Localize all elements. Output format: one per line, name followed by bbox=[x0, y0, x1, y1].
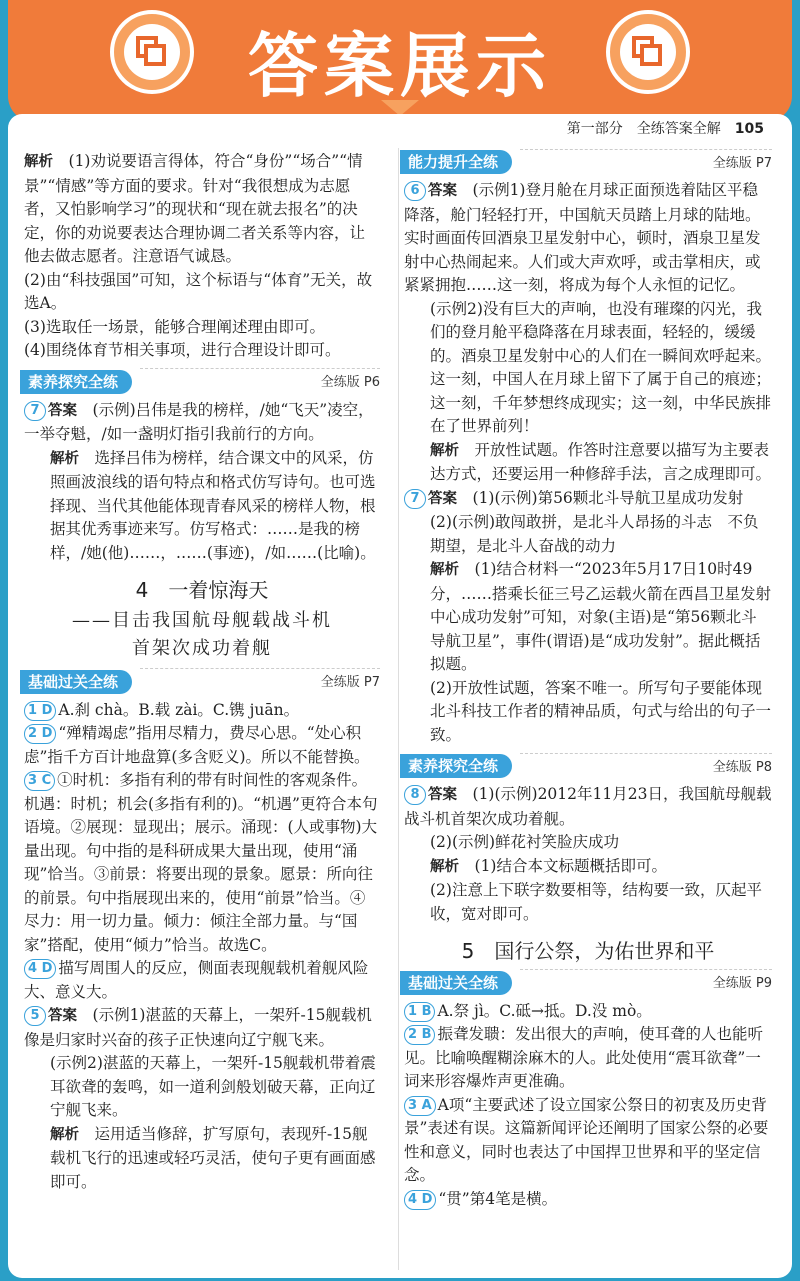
section-header bbox=[400, 754, 772, 778]
text: 选择吕伟为榜样，结合课文中的风采，仿照画波浪线的语句特点和格式仿写诗句。也可选择现、当代其他能体现青春风采的榜样人物，根据其优秀事迹来写。仿写格式：……是我的榜样，/她(他)……，……(事迹)，/如……(比喻)。 bbox=[50, 448, 376, 562]
chapter-title: 4 一着惊海天 bbox=[135, 578, 269, 602]
section-label: 素养探究全练 bbox=[20, 370, 132, 394]
chapter-subtitle: ——目击我国航母舰载战斗机 bbox=[72, 609, 332, 631]
answer-item bbox=[404, 783, 772, 831]
section-version: 全练版 P6 bbox=[140, 368, 380, 395]
question-number: 1 D bbox=[24, 701, 56, 721]
section-version: 全练版 P9 bbox=[520, 969, 772, 996]
tag: 解析 bbox=[24, 154, 53, 170]
tag: 解析 bbox=[50, 1126, 79, 1143]
question-number: 6 bbox=[404, 181, 426, 201]
analysis-paragraph bbox=[24, 447, 380, 566]
question-number: 2 B bbox=[404, 1025, 435, 1045]
question-number: 7 bbox=[24, 401, 46, 421]
answer-item bbox=[404, 179, 772, 298]
question-number: 5 bbox=[24, 1006, 46, 1026]
answer-item bbox=[404, 1094, 772, 1188]
section-header bbox=[400, 150, 772, 174]
banner-title: 答案展示 bbox=[248, 25, 552, 107]
text: “殚精竭虑”指用尽精力，费尽心思。“处心积虑”指千方百计地盘算(多含贬义)。所以不能替换。 bbox=[24, 724, 370, 766]
question-number: 3 A bbox=[404, 1096, 436, 1116]
text: “贯”第4笔是横。 bbox=[438, 1189, 558, 1208]
analysis-paragraph: (2)注意上下联字数要相等，结构要一致，仄起平收，宽对即可。 bbox=[430, 881, 762, 923]
answer-item bbox=[24, 722, 380, 769]
text: (1)劝说要语言得体，符合“身份”“场合”“情景”“情感”等方面的要求。针对“我很想成为志愿者，又怕影响学习”的现状和“现在就去报名”的决定，你的劝说要表达合理协调二者关系等内容，让他去做志愿者。注意语气诚恳。 bbox=[24, 152, 366, 265]
answer-paragraph: (示例2)没有巨大的声响，也没有璀璨的闪光，我们的登月舱平稳降落在月球表面，轻轻的，缓缓的。酒泉卫星发射中心的人们在一瞬间欢呼起来。这一刻，中国人在月球上留下了属于自己的痕迹；这一刻，千年梦想终成现实；这一刻，中华民族排在了世界前列！ bbox=[430, 299, 772, 435]
analysis-paragraph bbox=[404, 439, 772, 487]
answer-item bbox=[24, 399, 380, 447]
text: A.祭 jì。C.砥→抵。D.没 mò。 bbox=[437, 1001, 652, 1020]
tag: 答案 bbox=[428, 787, 457, 803]
analysis-paragraph bbox=[404, 855, 772, 880]
analysis-paragraph bbox=[404, 558, 772, 677]
answer-item bbox=[24, 699, 380, 723]
answer-item bbox=[404, 1023, 772, 1094]
header-section: 全练答案全解 bbox=[636, 121, 721, 137]
text: (1)(示例)2012年11月23日，我国航母舰载战斗机首架次成功着舰。 bbox=[404, 785, 772, 828]
chapter-subtitle: 首架次成功着舰 bbox=[132, 637, 272, 659]
analysis-paragraph: (3)选取任一场景，能够合理阐述理由即可。 bbox=[24, 317, 325, 336]
tag: 答案 bbox=[428, 183, 457, 199]
section-version: 全练版 P8 bbox=[520, 753, 772, 780]
right-column bbox=[404, 150, 772, 1211]
answer-item bbox=[24, 957, 380, 1004]
tag: 解析 bbox=[430, 858, 459, 875]
text: (1)结合材料一“2023年5月17日10时49分，……搭乘长征三号乙运载火箭在西昌卫星发射中心成功发射”可知，对象(主语)是“第56颗北斗导航卫星”，事件(谓语)是“成功发射”。据此概括拟题。 bbox=[430, 560, 772, 673]
analysis-paragraph bbox=[24, 150, 380, 269]
section-label: 基础过关全练 bbox=[400, 971, 512, 995]
tag: 答案 bbox=[428, 490, 457, 507]
text: 开放性试题。作答时注意要以描写为主要表达方式，还要运用一种修辞手法，言之成理即可。 bbox=[430, 440, 772, 483]
section-header bbox=[20, 370, 380, 394]
text: 描写周围人的反应，侧面表现舰载机着舰风险大、意义大。 bbox=[24, 959, 369, 1001]
analysis-paragraph: (4)围绕体育节相关事项，进行合理设计即可。 bbox=[24, 341, 341, 359]
answer-item bbox=[24, 1004, 380, 1052]
text: ①时机：多指有利的带有时间性的客观条件。机遇：时机；机会(多指有利的)。“机遇”更符合本句语境。②展现：显现出；展示。涌现：(人或事物)大量出现。句中指的是科研成果大量出现，使用“涌现”恰当。③前景：将要出现的景象。愿景：所向往的前景。句中指展现出来的，使用“前景”恰当。④尽力：用一切力量。倾力：倾注全部力量。与“国家”搭配，使用“倾力”恰当。故选C。 bbox=[24, 771, 378, 954]
left-column bbox=[24, 150, 380, 1194]
question-number: 1 B bbox=[404, 1002, 435, 1022]
section-label: 能力提升全练 bbox=[400, 150, 512, 174]
analysis-paragraph: (2)由“科技强国”可知，这个标语与“体育”无关，故选A。 bbox=[24, 270, 373, 312]
text: (1)结合本文标题概括即可。 bbox=[474, 856, 667, 875]
answer-item bbox=[404, 1000, 772, 1024]
page-header bbox=[567, 118, 764, 138]
chapter-title: 5 国行公祭，为佑世界和平 bbox=[461, 939, 715, 963]
question-number: 8 bbox=[404, 785, 426, 805]
text: 振聋发聩：发出很大的声响，使耳聋的人也能听见。比喻唤醒糊涂麻木的人。此处使用“震耳欲聋”一词来形容爆炸声更准确。 bbox=[404, 1025, 763, 1090]
section-label: 素养探究全练 bbox=[400, 754, 512, 778]
text: 运用适当修辞，扩写原句，表现歼-15舰载机飞行的迅速或轻巧灵活，使句子更有画面感即可。 bbox=[50, 1124, 376, 1191]
section-version: 全练版 P7 bbox=[520, 149, 772, 176]
header-part: 第一部分 bbox=[566, 121, 623, 137]
section-header bbox=[400, 971, 772, 995]
question-number: 3 C bbox=[24, 771, 55, 791]
analysis-paragraph: (2)开放性试题，答案不唯一。所写句子要能体现北斗科技工作者的精神品质，句式与给出的句子一致。 bbox=[430, 678, 772, 744]
tag: 答案 bbox=[48, 1008, 77, 1024]
text: (1)(示例)第56颗北斗导航卫星成功发射 bbox=[472, 488, 744, 507]
section-label: 基础过关全练 bbox=[20, 670, 132, 694]
answer-item bbox=[404, 487, 772, 512]
section-header bbox=[20, 670, 380, 694]
answer-item bbox=[404, 1188, 772, 1212]
question-number: 4 D bbox=[404, 1190, 436, 1210]
answer-item bbox=[24, 769, 380, 957]
tag: 答案 bbox=[48, 402, 77, 419]
question-number: 7 bbox=[404, 489, 426, 509]
text: (示例1)湛蓝的天幕上，一架歼-15舰载机像是归家时兴奋的孩子正快速向辽宁舰飞来。 bbox=[24, 1006, 372, 1049]
tag: 解析 bbox=[430, 442, 459, 459]
answer-paragraph: (2)(示例)鲜花衬笑脸庆成功 bbox=[430, 833, 620, 851]
text: A项“主要武述了设立国家公祭日的初衷及历史背景”表述有误。这篇新闻评论还阐明了国家公祭的必要性和意义，同时也表达了中国捍卫世界和平的坚定信念。 bbox=[404, 1095, 769, 1184]
text: A.刹 chà。B.载 zài。C.镌 juān。 bbox=[58, 700, 300, 719]
tag: 解析 bbox=[430, 562, 459, 578]
text: (示例)吕伟是我的榜样，/她“飞天”凌空，一举夺魁，/如一盏明灯指引我前行的方向。 bbox=[24, 400, 374, 443]
tag: 解析 bbox=[50, 450, 79, 467]
answer-paragraph: (2)(示例)敢闯敢拼，是北斗人昂扬的斗志 不负期望，是北斗人奋战的动力 bbox=[430, 513, 759, 555]
section-version: 全练版 P7 bbox=[140, 668, 380, 695]
column-divider bbox=[398, 148, 399, 1270]
question-number: 4 D bbox=[24, 959, 56, 979]
question-number: 2 D bbox=[24, 724, 56, 744]
text: (示例1)登月舱在月球正面预选着陆区平稳降落，舱门轻轻打开，中国航天员踏上月球的陆地。实时画面传回酒泉卫星发射中心，顿时，酒泉卫星发射中心热闹起来。人们或大声欢呼，或击掌相庆，或紧紧拥抱……这一刻，将成为每个人永恒的记忆。 bbox=[404, 181, 761, 294]
page-number: 105 bbox=[734, 121, 764, 137]
answer-paragraph: (示例2)湛蓝的天幕上，一架歼-15舰载机带着震耳欲聋的轰鸣，如一道利剑般划破天幕，正向辽宁舰飞来。 bbox=[50, 1054, 376, 1119]
analysis-paragraph bbox=[24, 1123, 380, 1195]
